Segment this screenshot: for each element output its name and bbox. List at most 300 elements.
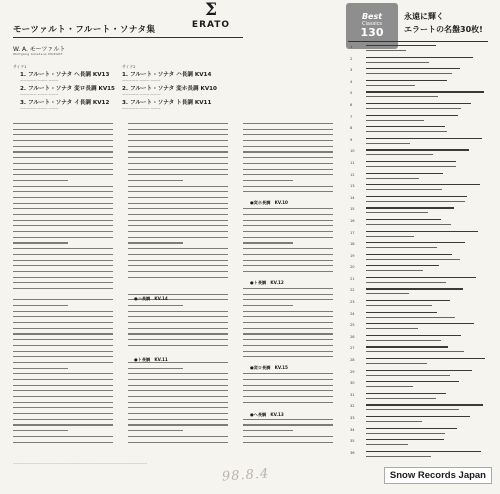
text-line [243, 174, 333, 175]
text-line [13, 368, 68, 369]
copyright-footer: ———————————————————————————————————————————————— [13, 461, 148, 465]
text-line [243, 231, 333, 232]
catalog-number: 34 [350, 427, 355, 432]
catalog-number: 16 [350, 218, 355, 223]
text-line [128, 282, 228, 283]
text-line [128, 373, 228, 374]
promo-line-2: エラートの名盤30枚! [404, 25, 483, 34]
catalog-title-line [366, 370, 472, 371]
text-line [128, 322, 228, 323]
catalog-performer-line [366, 363, 427, 364]
text-line [13, 157, 113, 158]
section-head: ●ハ長調 KV.14 [134, 296, 168, 301]
catalog-number: 29 [350, 369, 355, 374]
text-line [128, 385, 228, 386]
watermark-label: Snow Records Japan [384, 467, 492, 484]
text-line [243, 191, 333, 192]
text-line [128, 237, 228, 238]
catalog-number: 14 [350, 195, 355, 200]
catalog-number: 22 [350, 288, 355, 293]
side-b-track-3-sub: ————— ——— ——— [122, 106, 161, 110]
catalog-title-line [366, 393, 446, 394]
catalog-item [350, 404, 490, 416]
catalog-performer-line [366, 351, 464, 352]
catalog-number: 17 [350, 230, 355, 235]
logo-word: ERATO [191, 20, 231, 30]
catalog-performer-line [366, 247, 437, 248]
text-line [128, 140, 228, 141]
text-line [13, 180, 68, 181]
catalog-title-line [366, 138, 482, 139]
text-line [128, 129, 228, 130]
text-line [128, 163, 228, 164]
text-line [243, 419, 333, 420]
catalog-item [350, 126, 490, 138]
date-stamp: 98.8.4 [221, 466, 270, 485]
catalog-item [350, 57, 490, 69]
catalog-performer-line [366, 433, 445, 434]
catalog-title-line [366, 57, 473, 58]
catalog-item [350, 439, 490, 451]
text-line [13, 225, 113, 226]
text-line [13, 362, 113, 363]
catalog-number: 7 [350, 114, 353, 119]
text-line [128, 186, 228, 187]
catalog-title-line [366, 300, 450, 301]
catalog-title-line [366, 312, 437, 313]
catalog-performer-line [366, 409, 459, 410]
catalog-number: 19 [350, 253, 355, 258]
title-divider [13, 37, 243, 38]
text-line [128, 345, 228, 346]
text-line [128, 407, 228, 408]
text-line [243, 254, 333, 255]
text-line [243, 214, 333, 215]
text-line [13, 339, 113, 340]
catalog-item [350, 91, 490, 103]
text-line [13, 237, 113, 238]
text-line [243, 424, 333, 425]
catalog-item [350, 416, 490, 428]
catalog-item [350, 312, 490, 324]
catalog-performer-line [366, 340, 441, 341]
catalog-performer-line [366, 166, 456, 167]
catalog-performer-line [366, 96, 438, 97]
text-line [13, 413, 113, 414]
text-line [128, 260, 228, 261]
catalog-item [350, 335, 490, 347]
text-line [243, 351, 333, 352]
text-line [128, 146, 228, 147]
text-line [243, 430, 293, 431]
catalog-title-line [366, 91, 484, 92]
text-line [128, 328, 228, 329]
text-line [13, 134, 113, 135]
text-line [243, 197, 333, 198]
text-line [13, 277, 113, 278]
text-line [128, 436, 228, 437]
catalog-performer-line [366, 212, 428, 213]
text-line [243, 402, 333, 403]
catalog-number: 6 [350, 102, 353, 107]
catalog-performer-line [366, 143, 410, 144]
text-line [243, 237, 333, 238]
text-line [243, 396, 333, 397]
catalog-number: 21 [350, 276, 355, 281]
side-b-label: サイド2 [122, 64, 136, 69]
catalog-item [350, 300, 490, 312]
notes-column-1 [13, 123, 113, 447]
text-line [128, 157, 228, 158]
text-line [13, 390, 113, 391]
catalog-item [350, 370, 490, 382]
text-line [128, 305, 183, 306]
catalog-title-line [366, 277, 476, 278]
catalog-title-line [366, 358, 485, 359]
catalog-number: 26 [350, 334, 355, 339]
text-line [13, 260, 113, 261]
text-line [243, 248, 333, 249]
text-line [128, 151, 228, 152]
text-line [243, 288, 333, 289]
catalog-performer-line [366, 50, 406, 51]
catalog-title-line [366, 242, 465, 243]
text-line [13, 288, 113, 289]
text-line [128, 442, 228, 443]
text-line [243, 163, 333, 164]
text-line [243, 379, 333, 380]
text-line [13, 248, 113, 249]
catalog-title-line [366, 416, 470, 417]
text-line [243, 271, 333, 272]
text-line [13, 231, 113, 232]
text-line [13, 220, 113, 221]
catalog-number: 25 [350, 323, 355, 328]
catalog-number: 10 [350, 149, 355, 154]
catalog-performer-line [366, 444, 408, 445]
catalog-title-line [366, 161, 456, 162]
text-line [243, 242, 293, 243]
catalog-number: 20 [350, 265, 355, 270]
text-line [243, 151, 333, 152]
composer-name: W. A. モーツァルト [13, 46, 66, 53]
text-line [243, 180, 293, 181]
text-line [128, 311, 228, 312]
catalog-performer-line [366, 421, 422, 422]
text-line [243, 265, 333, 266]
catalog-item [350, 451, 490, 463]
text-line [243, 140, 333, 141]
catalog-title-line [366, 173, 443, 174]
side-b-track-3: 3. フルート・ソナタ ト長調 KV11 [122, 100, 212, 106]
text-line [128, 277, 228, 278]
text-line [13, 294, 113, 295]
text-line [128, 197, 228, 198]
catalog-title-line [366, 439, 444, 440]
text-line [128, 339, 228, 340]
catalog-title-line [366, 68, 460, 69]
catalog-number: 35 [350, 439, 355, 444]
catalog-item [350, 231, 490, 243]
text-line [128, 123, 228, 124]
catalog-title-line [366, 207, 454, 208]
catalog-item [350, 184, 490, 196]
text-line [243, 362, 333, 363]
catalog-item [350, 173, 490, 185]
catalog-item [350, 161, 490, 173]
catalog-number: 30 [350, 381, 355, 386]
badge-line-2: Classics [362, 21, 382, 27]
text-line [243, 123, 333, 124]
text-line [128, 316, 228, 317]
text-line [243, 339, 333, 340]
text-line [13, 373, 113, 374]
text-line [13, 163, 113, 164]
text-line [13, 442, 113, 443]
catalog-title-line [366, 196, 467, 197]
text-line [128, 419, 228, 420]
best-classics-badge [346, 3, 398, 49]
catalog-performer-line [366, 224, 451, 225]
text-line [128, 430, 183, 431]
catalog-number: 12 [350, 172, 355, 177]
catalog-number: 31 [350, 392, 355, 397]
catalog-item [350, 393, 490, 405]
text-line [13, 316, 113, 317]
text-line [243, 316, 333, 317]
text-line [243, 333, 333, 334]
section-head: ●変ホ長調 KV.10 [250, 200, 288, 205]
catalog-item [350, 149, 490, 161]
text-line [13, 424, 113, 425]
catalog-title-line [366, 335, 461, 336]
text-line [128, 134, 228, 135]
catalog-performer-line [366, 328, 418, 329]
text-line [128, 413, 228, 414]
catalog-item [350, 219, 490, 231]
text-line [13, 402, 113, 403]
catalog-title-line [366, 428, 457, 429]
catalog-title-line [366, 254, 452, 255]
catalog-number: 27 [350, 346, 355, 351]
catalog-item [350, 138, 490, 150]
catalog-performer-line [366, 259, 460, 260]
side-b-track-2-sub: ————— ——— ——— [122, 92, 161, 96]
text-line [128, 180, 183, 181]
text-line [128, 294, 228, 295]
text-line [128, 402, 228, 403]
text-line [243, 390, 333, 391]
catalog-number: 15 [350, 207, 355, 212]
catalog-performer-line [366, 398, 436, 399]
text-line [243, 311, 333, 312]
catalog-item [350, 45, 490, 57]
catalog-title-line [366, 265, 439, 266]
text-line [243, 208, 333, 209]
catalog-item [350, 115, 490, 127]
catalog-title-line [366, 231, 478, 232]
text-line [13, 345, 113, 346]
erato-logo [186, 2, 236, 30]
catalog-performer-line [366, 178, 419, 179]
catalog-number: 18 [350, 242, 355, 247]
catalog-number: 36 [350, 450, 355, 455]
text-line [128, 271, 228, 272]
badge-line-1: Best [361, 12, 383, 21]
text-line [243, 294, 333, 295]
catalog-number: 33 [350, 416, 355, 420]
text-line [13, 191, 113, 192]
section-head: ●変ロ長調 KV.15 [250, 365, 288, 370]
catalog-number: 2 [350, 56, 353, 61]
text-line [243, 328, 333, 329]
text-line [128, 288, 228, 289]
catalog-number: 23 [350, 300, 355, 305]
catalog-item [350, 80, 490, 92]
text-line [243, 322, 333, 323]
text-line [243, 442, 333, 443]
text-line [13, 436, 113, 437]
catalog-item [350, 323, 490, 335]
text-line [13, 430, 68, 431]
text-line [13, 419, 113, 420]
catalog-title-line [366, 80, 447, 81]
text-line [128, 396, 228, 397]
promo-heading [404, 10, 483, 36]
catalog-item [350, 103, 490, 115]
catalog-item [350, 428, 490, 440]
text-line [13, 254, 113, 255]
promo-divider [348, 41, 488, 42]
text-line [128, 379, 228, 380]
text-line [128, 169, 228, 170]
catalog-number: 28 [350, 358, 355, 363]
catalog-number: 8 [350, 126, 353, 131]
catalog-item [350, 358, 490, 370]
text-line [13, 282, 113, 283]
text-line [128, 220, 228, 221]
catalog-performer-line [366, 375, 450, 376]
section-head: ●へ長調 KV.13 [250, 412, 284, 417]
text-line [243, 220, 333, 221]
catalog-item [350, 265, 490, 277]
catalog-item [350, 196, 490, 208]
text-line [243, 373, 333, 374]
text-line [13, 146, 113, 147]
catalog-number: 4 [350, 79, 353, 84]
text-line [243, 129, 333, 130]
catalog-title-line [366, 149, 469, 150]
catalog-performer-line [366, 386, 413, 387]
text-line [13, 322, 113, 323]
catalog-performer-line [366, 154, 433, 155]
catalog-performer-line [366, 73, 452, 74]
catalog-performer-line [366, 456, 431, 457]
catalog-performer-line [366, 131, 447, 132]
side-a-track-3: 3. フルート・ソナタ イ長調 KV12 [20, 100, 110, 106]
catalog-item [350, 254, 490, 266]
text-line [13, 174, 113, 175]
notes-column-2 [128, 123, 228, 447]
catalog-number: 11 [350, 160, 355, 165]
catalog-performer-line [366, 270, 423, 271]
catalog-performer-line [366, 108, 461, 109]
text-line [13, 356, 113, 357]
sigma-logo-icon: Σ [204, 0, 218, 20]
badge-line-3: 130 [360, 26, 384, 39]
catalog-number: 32 [350, 404, 355, 409]
composer-name-en: Wolfgang Amadeus MOZART [13, 52, 63, 56]
catalog-performer-line [366, 189, 442, 190]
text-line [13, 203, 113, 204]
album-title: モーツァルト・フルート・ソナタ集 [13, 25, 156, 35]
side-a-track-2-sub: ————— ——— ——— [20, 92, 59, 96]
text-line [128, 254, 228, 255]
catalog-list [350, 45, 490, 462]
side-a-track-3-sub: ————— ——— ——— [20, 106, 59, 110]
catalog-number: 24 [350, 311, 355, 316]
catalog-performer-line [366, 293, 409, 294]
catalog-item [350, 207, 490, 219]
catalog-performer-line [366, 120, 424, 121]
text-line [128, 214, 228, 215]
text-line [243, 356, 333, 357]
text-line [128, 368, 183, 369]
text-line [243, 260, 333, 261]
text-line [13, 186, 113, 187]
text-line [243, 385, 333, 386]
text-line [13, 271, 113, 272]
side-a-track-1-sub: ————— ——— ——— [20, 78, 59, 82]
catalog-item [350, 381, 490, 393]
catalog-performer-line [366, 62, 429, 63]
text-line [13, 311, 113, 312]
text-line [128, 424, 228, 425]
text-line [13, 379, 113, 380]
text-line [128, 191, 228, 192]
text-line [128, 351, 228, 352]
text-line [243, 225, 333, 226]
text-line [128, 231, 228, 232]
catalog-item [350, 277, 490, 289]
text-line [243, 146, 333, 147]
text-line [13, 351, 113, 352]
text-line [13, 305, 68, 306]
catalog-number: 9 [350, 137, 353, 142]
promo-line-1: 永遠に輝く [404, 12, 444, 21]
text-line [13, 208, 113, 209]
text-line [13, 407, 113, 408]
catalog-number: 1 [350, 45, 353, 49]
text-line [13, 333, 113, 334]
text-line [243, 134, 333, 135]
catalog-title-line [366, 103, 471, 104]
side-a-track-1: 1. フルート・ソナタ へ長調 KV13 [20, 72, 110, 78]
text-line [243, 345, 333, 346]
text-line [128, 225, 228, 226]
text-line [13, 197, 113, 198]
side-a-track-2: 2. フルート・ソナタ 変ロ長調 KV15 [20, 86, 115, 92]
text-line [13, 169, 113, 170]
text-line [13, 385, 113, 386]
catalog-title-line [366, 126, 445, 127]
catalog-item [350, 288, 490, 300]
text-line [243, 169, 333, 170]
catalog-title-line [366, 45, 436, 46]
catalog-title-line [366, 346, 448, 347]
text-line [13, 396, 113, 397]
catalog-performer-line [366, 317, 455, 318]
